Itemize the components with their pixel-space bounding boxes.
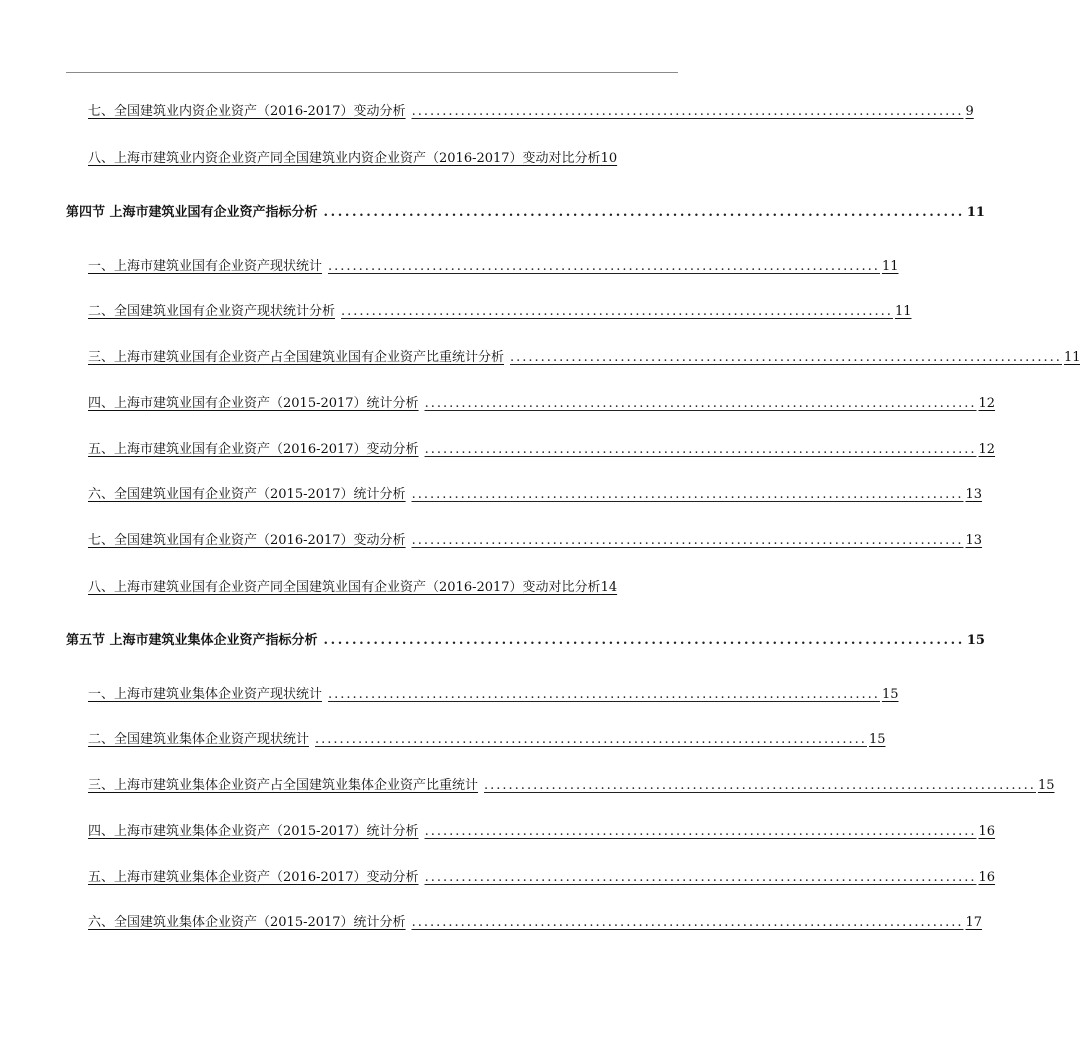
dot-leader: .......................................................................................... bbox=[424, 396, 977, 411]
dot-leader: .......................................................................................... bbox=[424, 442, 977, 457]
toc-entry-title: 五、上海市建筑业国有企业资产（2016-2017）变动分析 bbox=[88, 442, 419, 457]
toc-entry-title: 六、全国建筑业国有企业资产（2015-2017）统计分析 bbox=[88, 487, 406, 502]
toc-entry-title: 八、上海市建筑业国有企业资产同全国建筑业国有企业资产（2016-2017）变动对比分析 bbox=[88, 580, 601, 595]
toc-entry-link[interactable] bbox=[88, 775, 1055, 797]
toc-page-number: 11 bbox=[894, 304, 912, 319]
toc-entry-link[interactable] bbox=[88, 393, 996, 415]
toc-page-number: 13 bbox=[965, 487, 983, 502]
toc-page-number: 16 bbox=[978, 824, 996, 839]
dot-leader: .......................................................................................... bbox=[328, 687, 880, 702]
toc-page-number: 11 bbox=[881, 259, 899, 274]
toc-entry-link[interactable] bbox=[88, 439, 996, 461]
toc-entry-link[interactable] bbox=[88, 256, 899, 278]
dot-leader: .......................................................................................... bbox=[323, 633, 965, 648]
toc-entry-title: 八、上海市建筑业内资企业资产同全国建筑业内资企业资产（2016-2017）变动对比分析 bbox=[88, 151, 601, 166]
toc-page-number: 15 bbox=[868, 732, 886, 747]
toc-entry-title: 三、上海市建筑业集体企业资产占全国建筑业集体企业资产比重统计 bbox=[88, 778, 479, 793]
toc-page-number: 17 bbox=[965, 915, 983, 930]
toc-page-number: 15 bbox=[881, 687, 899, 702]
dot-leader: .......................................................................................... bbox=[328, 259, 880, 274]
toc-entry-link[interactable] bbox=[88, 912, 983, 934]
toc-page-number: 12 bbox=[978, 442, 996, 457]
toc-page-number: 12 bbox=[978, 396, 996, 411]
dot-leader: .......................................................................................... bbox=[411, 915, 964, 930]
dot-leader: .......................................................................................... bbox=[411, 487, 964, 502]
dot-leader: .......................................................................................... bbox=[341, 304, 893, 319]
toc-entry-title: 一、上海市建筑业集体企业资产现状统计 bbox=[88, 687, 323, 702]
toc-entry-title: 七、全国建筑业国有企业资产（2016-2017）变动分析 bbox=[88, 533, 406, 548]
toc-entry-title: 二、全国建筑业集体企业资产现状统计 bbox=[88, 732, 310, 747]
toc-entry-link[interactable] bbox=[88, 729, 886, 751]
toc-entry-link[interactable] bbox=[88, 577, 678, 599]
dot-leader: .......................................................................................... bbox=[510, 350, 1062, 365]
toc-entry-title: 五、上海市建筑业集体企业资产（2016-2017）变动分析 bbox=[88, 870, 419, 885]
toc-entry-link[interactable] bbox=[88, 347, 1080, 369]
toc-section-title: 第四节 上海市建筑业国有企业资产指标分析 bbox=[66, 205, 318, 220]
toc-entry-title: 六、全国建筑业集体企业资产（2015-2017）统计分析 bbox=[88, 915, 406, 930]
toc-page-number: 11 bbox=[966, 205, 985, 220]
dot-leader: .......................................................................................... bbox=[411, 533, 964, 548]
toc-entry-link[interactable] bbox=[88, 484, 983, 506]
toc-page-number: 11 bbox=[1063, 350, 1080, 365]
toc-entry-link[interactable] bbox=[88, 148, 678, 170]
toc-entry-link[interactable] bbox=[88, 301, 912, 323]
toc-section-title: 第五节 上海市建筑业集体企业资产指标分析 bbox=[66, 633, 318, 648]
toc-page-number: 14 bbox=[600, 580, 618, 595]
toc-entry-title: 二、全国建筑业国有企业资产现状统计分析 bbox=[88, 304, 336, 319]
toc-page-number: 16 bbox=[978, 870, 996, 885]
toc-page-number: 9 bbox=[965, 104, 974, 119]
toc-entry-title: 一、上海市建筑业国有企业资产现状统计 bbox=[88, 259, 323, 274]
dot-leader: .......................................................................................... bbox=[411, 104, 964, 119]
toc-entry-title: 三、上海市建筑业国有企业资产占全国建筑业国有企业资产比重统计分析 bbox=[88, 350, 505, 365]
toc-entry-title: 七、全国建筑业内资企业资产（2016-2017）变动分析 bbox=[88, 104, 406, 119]
dot-leader: .......................................................................................... bbox=[323, 205, 965, 220]
toc-section-heading[interactable] bbox=[66, 202, 985, 224]
toc-page-number: 13 bbox=[965, 533, 983, 548]
toc-entry-link[interactable] bbox=[88, 684, 899, 706]
toc-page-number: 10 bbox=[600, 151, 618, 166]
table-of-contents bbox=[66, 0, 1080, 1052]
dot-leader: .......................................................................................... bbox=[484, 778, 1036, 793]
dot-leader: .......................................................................................... bbox=[424, 824, 977, 839]
toc-entry-link[interactable] bbox=[88, 867, 996, 889]
toc-entry-link[interactable] bbox=[88, 530, 983, 552]
toc-page-number: 15 bbox=[966, 633, 985, 648]
toc-entry-title: 四、上海市建筑业国有企业资产（2015-2017）统计分析 bbox=[88, 396, 419, 411]
toc-entry-link[interactable] bbox=[88, 101, 974, 123]
dot-leader: .......................................................................................... bbox=[424, 870, 977, 885]
toc-entry-title: 四、上海市建筑业集体企业资产（2015-2017）统计分析 bbox=[88, 824, 419, 839]
dot-leader: .......................................................................................... bbox=[315, 732, 867, 747]
toc-page-number: 15 bbox=[1037, 778, 1055, 793]
toc-section-heading[interactable] bbox=[66, 630, 985, 652]
toc-entry-link[interactable] bbox=[88, 821, 996, 843]
